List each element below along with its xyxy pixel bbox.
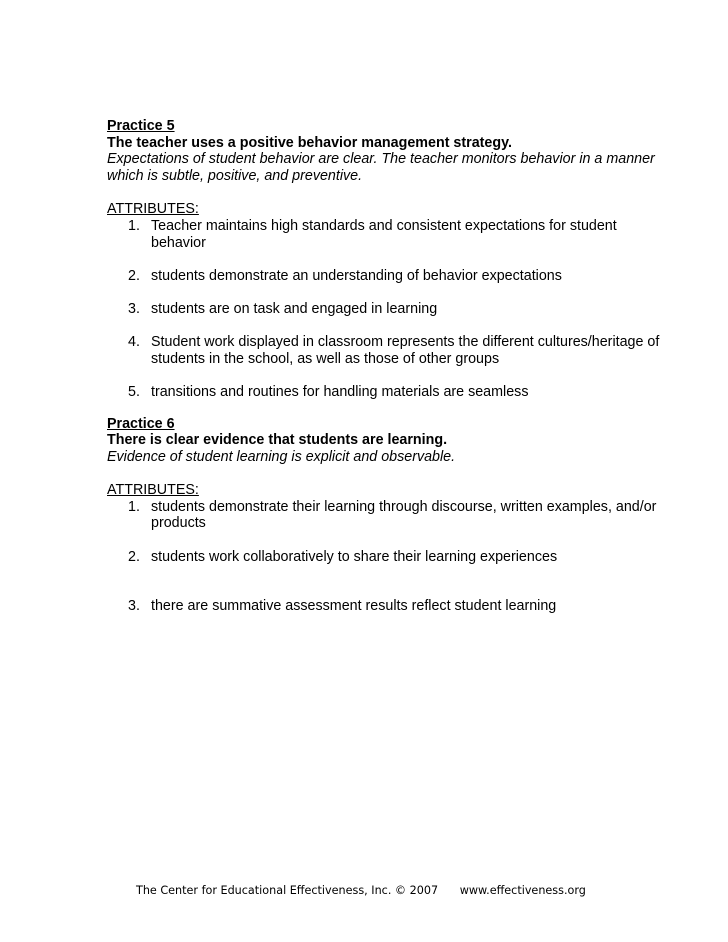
list-item [128,334,667,367]
practice-5-title: The teacher uses a positive behavior management strategy. [107,134,512,151]
page-footer [136,884,586,897]
practice-6-attribute-list [107,499,667,615]
list-item-text: students demonstrate their learning through discourse, written examples, and/or products [151,498,657,532]
practice-6-title: There is clear evidence that students are learning. [107,432,448,449]
list-item [128,300,667,318]
practice-5-attributes-label: ATTRIBUTES: [107,201,199,218]
practice-6-description: Evidence of student learning is explicit and observable. [107,448,456,465]
practice-5-description: Expectations of student behavior are clear. The teacher monitors behavior in a manner which is subtle, positive, and preventive. [107,151,655,184]
list-item [128,548,667,566]
list-item-number: 1. [128,498,140,515]
practice-6-section [107,416,667,615]
list-item-text: transitions and routines for handling materials are seamless [151,383,529,400]
list-item-number: 5. [128,383,140,400]
list-item [128,598,667,615]
list-item-text: Teacher maintains high standards and consistent expectations for student behavior [151,217,617,251]
footer-organization: The Center for Educational Effectiveness, Inc. © 2007 [136,884,439,897]
list-item [128,383,667,401]
list-item-number: 1. [128,217,140,234]
practice-5-attribute-list [107,218,667,401]
list-item-text: students are on task and engaged in learning [151,300,438,317]
list-item-number: 2. [128,548,140,565]
practice-5-heading: Practice 5 [107,118,175,134]
practice-6-heading: Practice 6 [107,415,175,432]
list-item-number: 4. [128,334,140,351]
practice-6-attributes-label: ATTRIBUTES: [107,482,199,499]
list-item-text: students work collaboratively to share their learning experiences [151,548,558,565]
list-item-number: 2. [128,267,140,284]
document-body [107,118,667,631]
list-item-number: 3. [128,598,140,615]
list-item-text: Student work displayed in classroom represents the different cultures/heritage of students in the school, as well as those of other groups [151,334,660,367]
list-item [128,498,667,532]
footer-url: www.effectiveness.org [459,884,586,897]
list-item-text: students demonstrate an understanding of behavior expectations [151,267,562,284]
list-item-number: 3. [128,300,140,317]
list-item [128,217,667,251]
list-item-text: there are summative assessment results reflect student learning [151,598,557,615]
list-item [128,267,667,285]
practice-5-section [107,118,667,401]
